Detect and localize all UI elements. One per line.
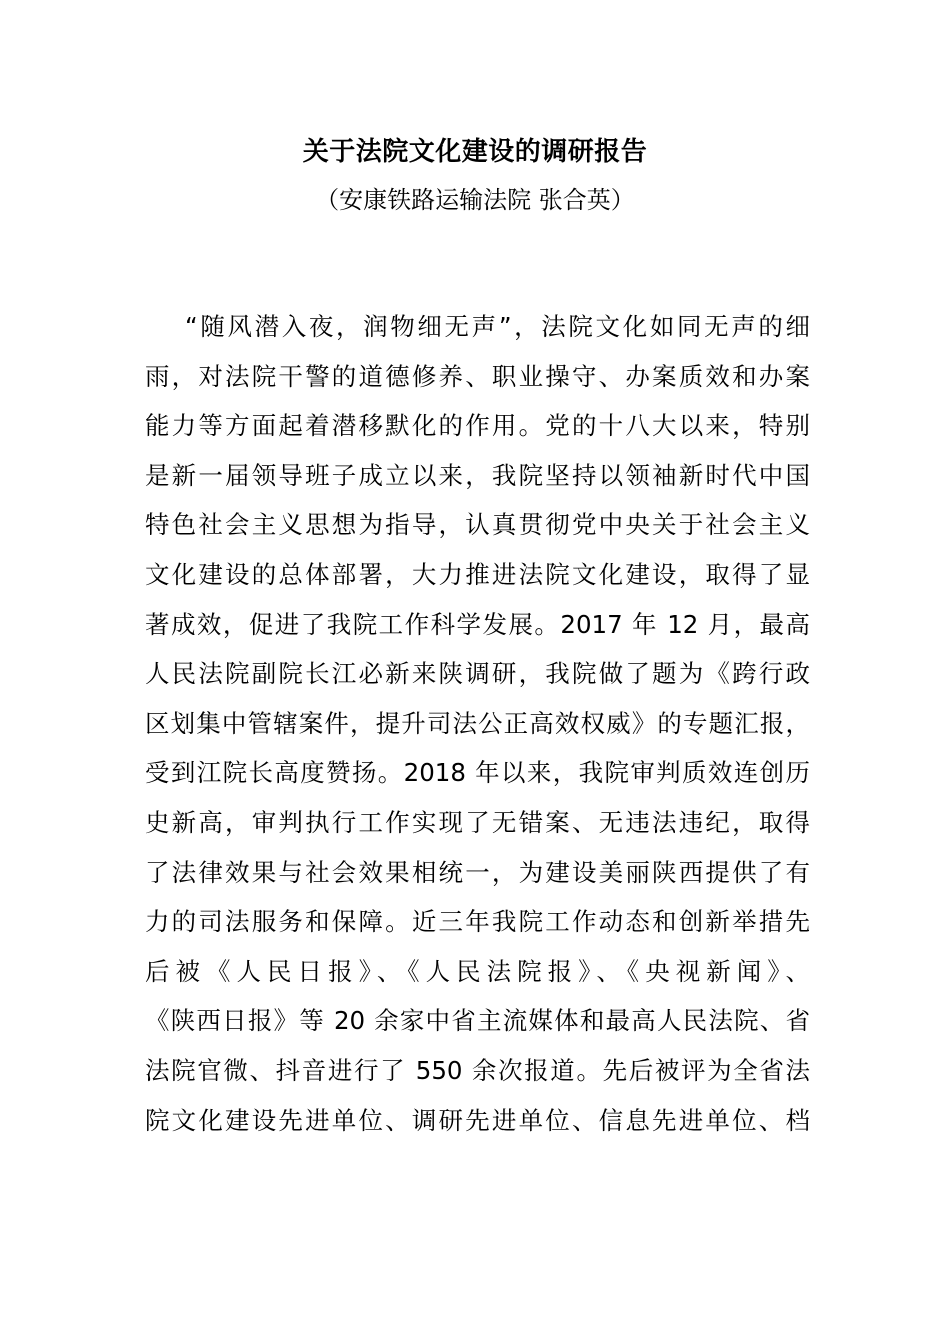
paragraph-line: 法院官微、抖音进行了 550 余次报道。先后被评为全省法 [145, 1055, 810, 1085]
paragraph-line: 史新高，审判执行工作实现了无错案、无违法违纪，取得 [145, 807, 810, 837]
paragraph-line: 文化建设的总体部署，大力推进法院文化建设，取得了显 [145, 559, 810, 589]
paragraph-line: 能力等方面起着潜移默化的作用。党的十八大以来，特别 [145, 411, 810, 441]
paragraph-line: 了法律效果与社会效果相统一，为建设美丽陕西提供了有 [145, 857, 810, 887]
paragraph-line: 人民法院副院长江必新来陕调研，我院做了题为《跨行政 [145, 659, 810, 689]
paragraph-line: 特色社会主义思想为指导，认真贯彻党中央关于社会主义 [145, 510, 810, 540]
paragraph-line: 是新一届领导班子成立以来，我院坚持以领袖新时代中国 [145, 460, 810, 490]
paragraph-line: 雨，对法院干警的道德修养、职业操守、办案质效和办案 [145, 361, 810, 391]
paragraph-line: 区划集中管辖案件，提升司法公正高效权威》的专题汇报， [145, 708, 810, 738]
paragraph-line: 后被《人民日报》、《人民法院报》、《央视新闻》、 [145, 956, 810, 986]
document-title: 关于法院文化建设的调研报告 [302, 137, 648, 167]
paragraph-line: “随风潜入夜，润物细无声”，法院文化如同无声的细 [185, 312, 810, 341]
paragraph-line: 受到江院长高度赞扬。2018 年以来，我院审判质效连创历 [145, 758, 810, 788]
paragraph-line: 《陕西日报》等 20 余家中省主流媒体和最高人民法院、省 [145, 1006, 810, 1036]
paragraph-line: 院文化建设先进单位、调研先进单位、信息先进单位、档 [145, 1105, 810, 1135]
document-subtitle: （安康铁路运输法院 张合英） [315, 186, 635, 214]
body-paragraph [145, 302, 810, 1145]
paragraph-line: 著成效，促进了我院工作科学发展。2017 年 12 月，最高 [145, 609, 810, 639]
paragraph-line: 力的司法服务和保障。近三年我院工作动态和创新举措先 [145, 907, 810, 937]
